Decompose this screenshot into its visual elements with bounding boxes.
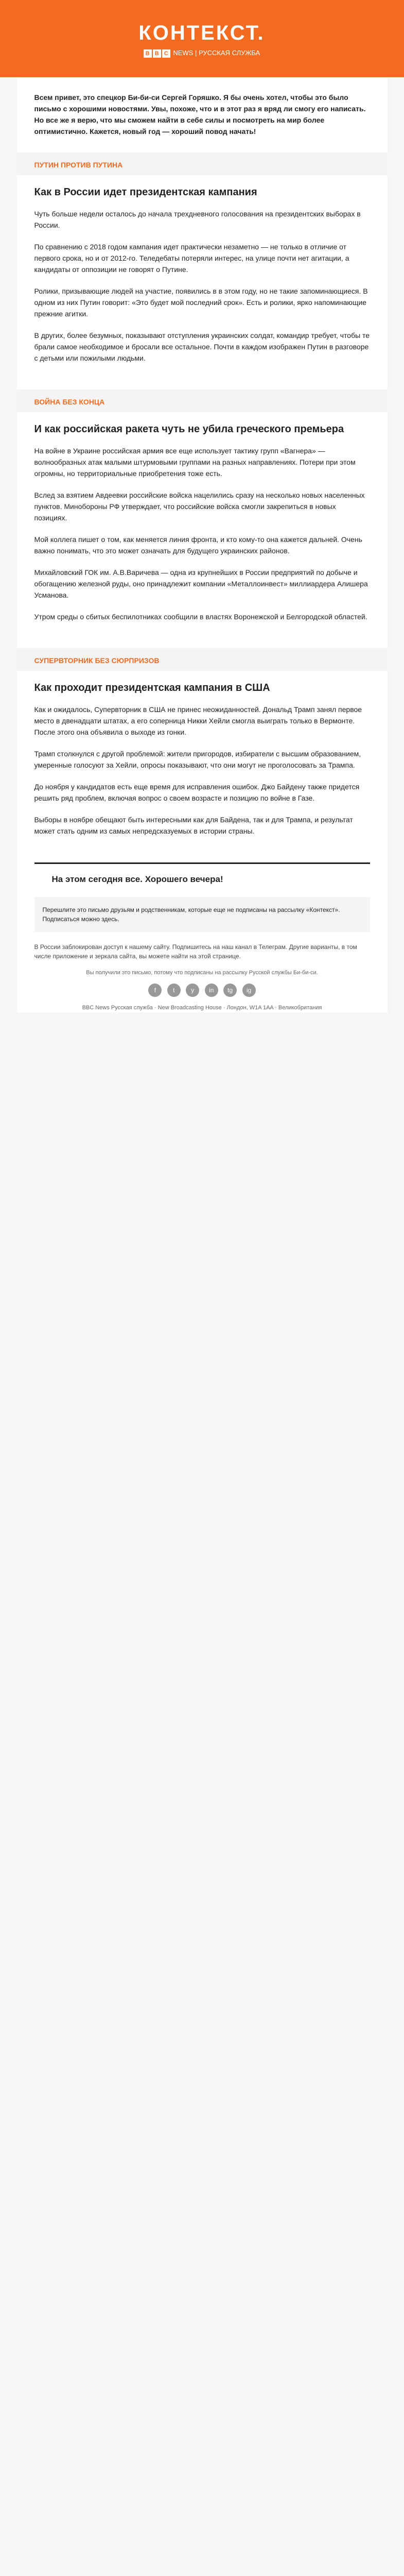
facebook-icon[interactable]: f: [148, 984, 162, 997]
article-title: Как в России идет президентская кампания: [34, 187, 257, 198]
article-paragraph: Ролики, призывающие людей на участие, появились в в этом году, но не такие запоминающиеся. В одном из них Путин говорит: «Это будет мой последний срок». Есть и ролики, ярко напоминающие прежние агитки.: [34, 287, 368, 318]
article-paragraph: Трамп столкнулся с другой проблемой: жители пригородов, избиратели с высшим образованием, умеренные голосуют за Хейли, опросы показывают, что они могут не проголосовать за Трампа.: [34, 750, 361, 769]
article-paragraph: По сравнению с 2018 годом кампания идет практически незаметно — не только в отличие от первого срока, но и от 2012-го. Теледебаты потеряли интерес, на улице почти нет агитации, а кандидаты от оппозиции не говорят о Путине.: [34, 243, 349, 274]
outro-text: На этом сегодня все. Хорошего вечера!: [34, 862, 370, 897]
footer-paragraph: В России заблокирован доступ к нашему сайту. Подпишитесь на наш канал в Телеграм. Другие варианты, в том числе приложение и зеркала сайта, вы можете найти на этой странице.: [34, 943, 357, 960]
youtube-icon[interactable]: y: [186, 984, 199, 997]
article-paragraph: Выборы в ноябре обещают быть интересными как для Байдена, так и для Трампа, и результат может стать одним из самых непредсказуемых в истории страны.: [34, 816, 353, 835]
article-1: [17, 175, 388, 389]
telegram-icon[interactable]: tg: [223, 984, 237, 997]
newsletter-header: [0, 0, 404, 77]
logo-title: КОНТЕКСТ.: [138, 22, 265, 44]
article-paragraph: Утром среды о сбитых беспилотниках сообщили в властях Воронежской и Белгородской областей.: [34, 613, 367, 621]
instagram-icon[interactable]: ig: [242, 984, 256, 997]
kontekst-logo: [68, 22, 336, 59]
article-paragraph: На войне в Украине российская армия все еще использует тактику групп «Вагнера» — волнообразных атак малыми штурмовыми группами на разных направлениях. Потери при этом огромны, но территориальные приобретения тоже есть.: [34, 447, 356, 478]
intro-text: Всем привет, это спецкор Би-би-си Сергей Горяшко. Я бы очень хотел, чтобы это было письмо с хорошими новостями. Увы, похоже, что и в этот раз я вряд ли смогу его написать. Но все же я верю, что мы сможем найти в себе силы и посмотреть на мир более оптимистично. Кажется, новый год — хороший повод начать!: [34, 93, 366, 135]
section-label: ВОЙНА БЕЗ КОНЦА: [34, 398, 105, 406]
article-paragraph: Михайловский ГОК им. А.В.Варичева — одна из крупнейших в России предприятий по добыче и обогащению железной руды, оно принадлежит компании «Металлоинвест» миллиардера Алишера Усманова.: [34, 568, 368, 599]
footer-address: BBC News Русская служба · New Broadcasting House · Лондон, W1A 1AA · Великобритания: [82, 1005, 322, 1011]
bbc-letter-b1: B: [144, 49, 152, 58]
bbc-brand: [68, 49, 336, 58]
section-header-1: [17, 152, 388, 175]
bbc-letter-c: C: [162, 49, 170, 58]
article-title: И как российская ракета чуть не убила греческого премьера: [34, 423, 344, 435]
article-title: Как проходит президентская кампания в США: [34, 682, 270, 693]
linkedin-icon[interactable]: in: [205, 984, 218, 997]
article-paragraph: Чуть больше недели осталось до начала трехдневного голосования на президентских выборах в России.: [34, 210, 361, 229]
article-paragraph: В других, более безумных, показывают отступления украинских солдат, командир требует, чтобы те брали самое необходимое и бросали все остальное. Почти в каждом изображен Путин в разговоре с детьми или пожилыми людьми.: [34, 331, 370, 362]
section-label: ПУТИН ПРОТИВ ПУТИНА: [34, 161, 123, 169]
footer-note: Вы получили это письмо, потому что подписаны на рассылку Русской службы Би-би-си.: [86, 970, 318, 976]
section-header-3: [17, 648, 388, 671]
twitter-icon[interactable]: t: [167, 984, 181, 997]
article-2: [17, 412, 388, 648]
social-links: [17, 984, 388, 997]
article-3: [17, 671, 388, 862]
article-paragraph: До ноября у кандидатов есть еще время для исправления ошибок. Джо Байдену также придется решить ряд проблем, включая вопрос о своем возрасте и позицию по войне в Газе.: [34, 783, 360, 802]
article-paragraph: Мой коллега пишет о том, как меняется линия фронта, и кто кому-то она кажется дальней. Очень важно понимать, что это может означать для будущего украинских районов.: [34, 535, 362, 555]
news-service-label: NEWS | РУССКАЯ СЛУЖБА: [173, 49, 260, 57]
subscribe-note[interactable]: Перешлите это письмо друзьям и родственникам, которые еще не подписаны на рассылку «Контекст». Подписаться можно здесь.: [34, 897, 370, 932]
newsletter-body: [17, 77, 388, 1012]
bbc-letter-b2: B: [153, 49, 161, 58]
section-header-2: [17, 389, 388, 412]
article-paragraph: Вслед за взятием Авдеевки российские войска нацелились сразу на несколько новых населенных пунктов. Минобороны РФ утверждает, что российские войска смогли закрепиться в новых позициях.: [34, 491, 365, 522]
section-label: СУПЕРВТОРНИК БЕЗ СЮРПРИЗОВ: [34, 656, 160, 665]
article-paragraph: Как и ожидалось, Супервторник в США не принес неожиданностей. Дональд Трамп занял первое место в двенадцати штатах, а его соперница Никки Хейли смогла выиграть только в Вермонте. После этого она объявила о выходе из гонки.: [34, 705, 362, 736]
